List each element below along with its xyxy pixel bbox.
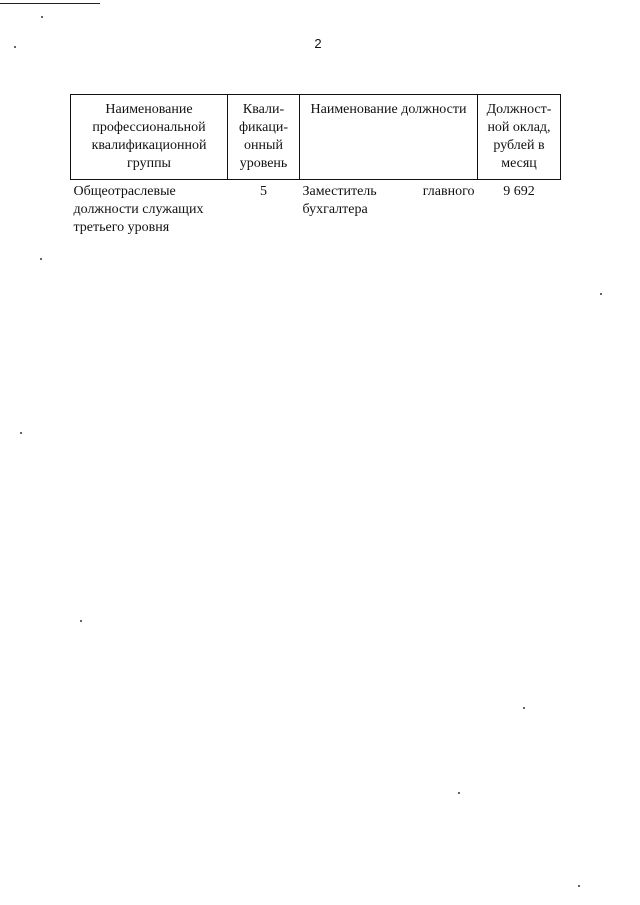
- scan-speck: [80, 620, 82, 622]
- table-header-row: [71, 95, 561, 180]
- page-number: 2: [314, 36, 322, 51]
- scan-speck: [578, 885, 580, 887]
- salary-table: [70, 94, 561, 240]
- header-level: Квали-фикаци-онный уровень: [228, 95, 300, 180]
- scan-speck: [600, 293, 602, 295]
- cell-salary: 9 692: [503, 184, 535, 199]
- scan-speck: [523, 707, 525, 709]
- header-position: Наименование должности: [300, 95, 478, 180]
- table-row: [71, 180, 561, 241]
- scan-edge-line: [0, 3, 100, 4]
- header-group: Наименование профессиональной квалификационной группы: [71, 95, 228, 180]
- cell-group: Общеотраслевые должности служащих третьего уровня: [73, 184, 204, 235]
- scan-speck: [14, 46, 16, 48]
- scan-speck: [458, 792, 460, 794]
- scan-speck: [20, 432, 22, 434]
- scan-speck: [40, 258, 42, 260]
- cell-position: Заместитель главного бухгалтера: [302, 184, 475, 217]
- cell-level: 5: [260, 184, 267, 199]
- header-salary: Должност-ной оклад, рублей в месяц: [478, 95, 561, 180]
- scan-speck: [41, 16, 43, 18]
